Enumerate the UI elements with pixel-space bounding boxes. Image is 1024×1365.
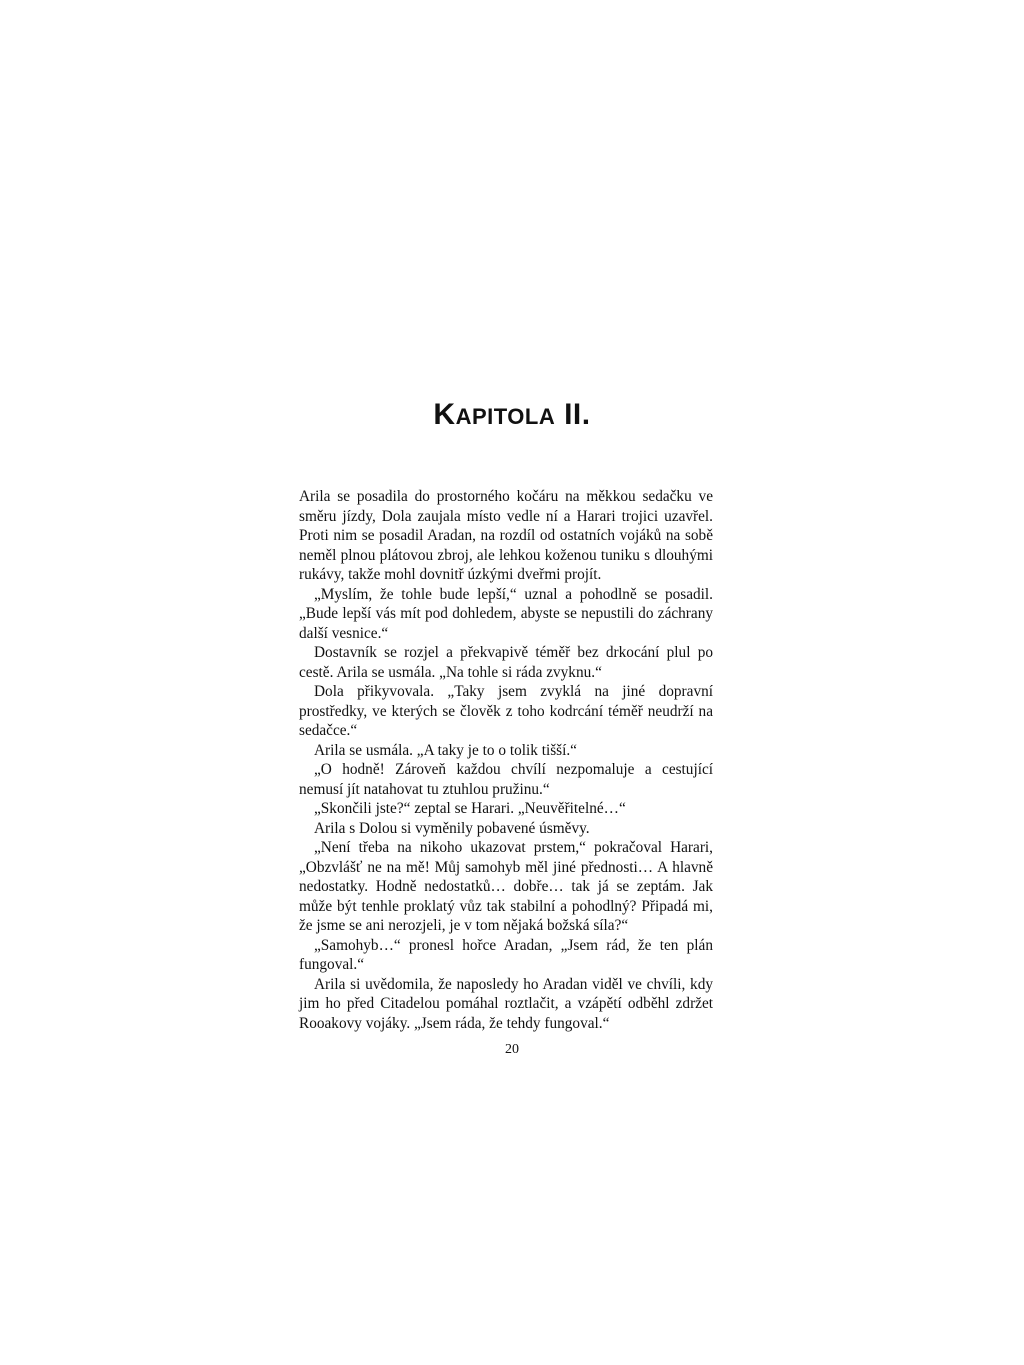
paragraph: Dola přikyvovala. „Taky jsem zvyklá na jiné dopravní prostředky, ve kterých se člověk z toho kodrcání téměř neudrží na sedačce.“ [299,683,713,739]
paragraph: Arila si uvědomila, že naposledy ho Aradan viděl ve chvíli, kdy jim ho před Citadelou pomáhal roztlačit, a vzápětí odběhl zdržet Rooakovy vojáky. „Jsem ráda, že tehdy fungoval.“ [299,975,713,1032]
body-text [299,487,713,1033]
chapter-title [0,398,1024,432]
paragraph: „Není třeba na nikoho ukazovat prstem,“ pokračoval Harari, „Obzvlášť ne na mě! Můj samohyb měl jiné přednosti… A hlavně nedostatky. Hodně nedostatků… dobře… tak já se zeptám. Jak může být tenhle proklatý vůz tak stabilní a pohodlný? Připadá mi, že jsme se ani nerozjeli, je v tom nějaká božská síla?“ [299,839,713,934]
paragraph: Arila s Dolou si vyměnily pobavené úsměvy. [314,819,590,837]
paragraph: „Myslím, že tohle bude lepší,“ uznal a pohodlně se posadil. „Bude lepší vás mít pod dohledem, abyste se nepustili do záchrany další vesnice.“ [299,585,713,642]
chapter-title-initial: K [433,398,456,431]
paragraph: Arila se posadila do prostorného kočáru na měkkou sedačku ve směru jízdy, Dola zaujala místo vedle ní a Harari trojici uzavřel. Proti nim se posadil Aradan, na rozdíl od ostatních vojáků na sobě neměl plnou plátovou zbroj, ale lehkou koženou tuniku s dlouhými rukávy, takže mohl dovnitř úzkými dveřmi projít. [299,488,713,583]
chapter-title-rest: APITOLA [455,404,556,429]
paragraph: „O hodně! Zároveň každou chvílí nezpomaluje a cestující nemusí jít natahovat tu ztuhlou pružinu.“ [299,761,713,798]
paragraph: „Samohyb…“ pronesl hořce Aradan, „Jsem rád, že ten plán fungoval.“ [299,936,713,973]
page-number: 20 [505,1042,519,1057]
paragraph: Arila se usmála. „A taky je to o tolik tišší.“ [314,741,577,759]
chapter-number: II. [564,398,591,431]
paragraph: „Skončili jste?“ zeptal se Harari. „Neuvěřitelné…“ [314,800,626,817]
paragraph: Dostavník se rozjel a překvapivě téměř bez drkocání plul po cestě. Arila se usmála. „Na tohle si ráda zvyknu.“ [299,644,713,681]
